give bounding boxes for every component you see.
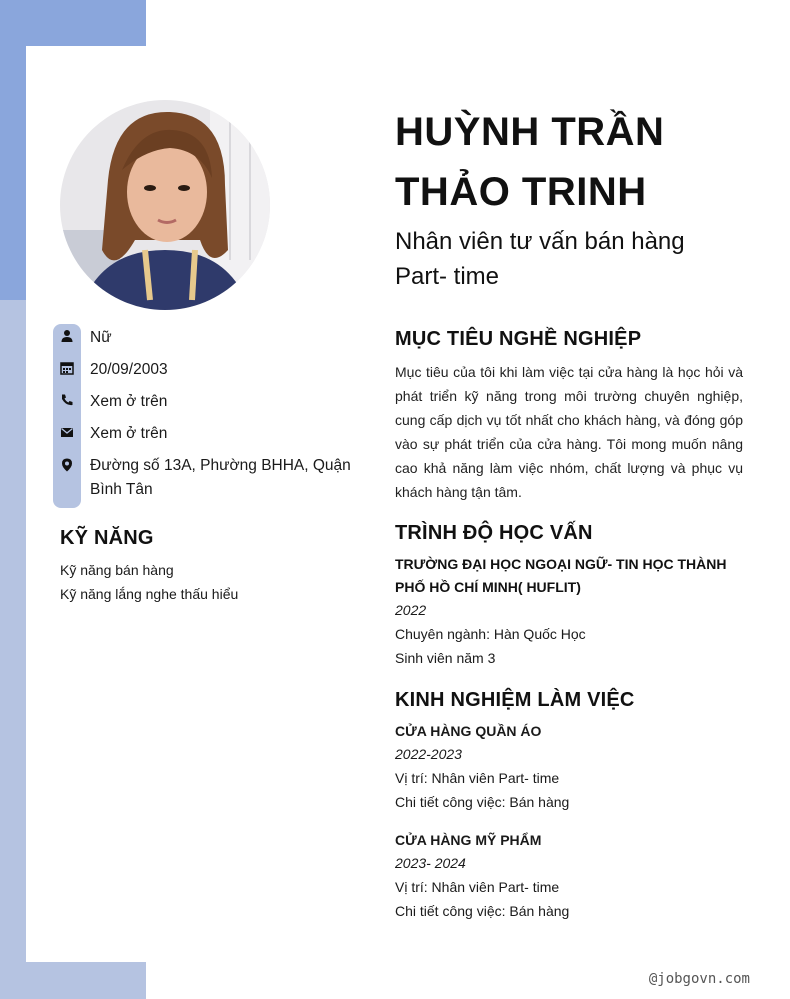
candidate-role xyxy=(395,224,735,294)
footer-watermark: @jobgovn.com xyxy=(648,971,750,987)
education-major: Chuyên ngành: Hàn Quốc Học xyxy=(395,626,586,642)
avatar xyxy=(60,100,270,310)
phone-value: Xem ở trên xyxy=(90,393,168,410)
job-position: Vị trí: Nhân viên Part- time xyxy=(395,770,560,786)
objective-title: MỤC TIÊU NGHỀ NGHIỆP xyxy=(395,328,642,350)
job-detail: Chi tiết công việc: Bán hàng xyxy=(395,903,570,919)
candidate-name xyxy=(395,102,765,222)
email-icon xyxy=(60,425,74,439)
role-line-2: Part- time xyxy=(395,263,500,290)
job-position: Vị trí: Nhân viên Part- time xyxy=(395,879,560,895)
education-status: Sinh viên năm 3 xyxy=(395,650,496,666)
phone-icon xyxy=(60,393,74,407)
job-detail: Chi tiết công việc: Bán hàng xyxy=(395,794,570,810)
job-period: 2023- 2024 xyxy=(395,855,466,871)
skill-item: Kỹ năng lắng nghe thấu hiểu xyxy=(60,586,239,602)
name-line-1: HUỲNH TRẦN xyxy=(395,110,665,154)
experience-title: KINH NGHIỆM LÀM VIỆC xyxy=(395,689,635,711)
gender-value: Nữ xyxy=(90,329,112,346)
role-line-1: Nhân viên tư vấn bán hàng xyxy=(395,228,685,255)
birthdate-value: 20/09/2003 xyxy=(90,361,168,378)
location-icon xyxy=(60,458,74,472)
education-title: TRÌNH ĐỘ HỌC VẤN xyxy=(395,522,593,544)
calendar-icon xyxy=(60,361,74,375)
school-name: TRƯỜNG ĐẠI HỌC NGOẠI NGỮ- TIN HỌC THÀNH PHỐ HỒ CHÍ MINH( HUFLIT) xyxy=(395,556,727,595)
job-period: 2022-2023 xyxy=(395,746,462,762)
person-icon xyxy=(60,329,74,343)
job-company: CỬA HÀNG QUẦN ÁO xyxy=(395,723,542,739)
education-year: 2022 xyxy=(395,602,427,618)
name-line-2: THẢO TRINH xyxy=(395,170,647,214)
address-value: Đường số 13A, Phường BHHA, Quận Bình Tân xyxy=(90,457,351,498)
skill-item: Kỹ năng bán hàng xyxy=(60,562,174,578)
job-company: CỬA HÀNG MỸ PHẨM xyxy=(395,832,542,848)
objective-text: Mục tiêu của tôi khi làm việc tại cửa hàng là học hỏi và phát triển kỹ năng trong môi trường chuyên nghiệp, cung cấp dịch vụ tốt nhất cho khách hàng, và đóng góp vào sự phát triển của cửa hàng. Tôi mong muốn nâng cao khả năng làm việc nhóm, chất lượng và phục vụ khách hàng tận tâm. xyxy=(395,364,743,500)
email-value: Xem ở trên xyxy=(90,425,168,442)
contact-icon-strip xyxy=(53,324,81,508)
skills-title: KỸ NĂNG xyxy=(60,527,154,549)
